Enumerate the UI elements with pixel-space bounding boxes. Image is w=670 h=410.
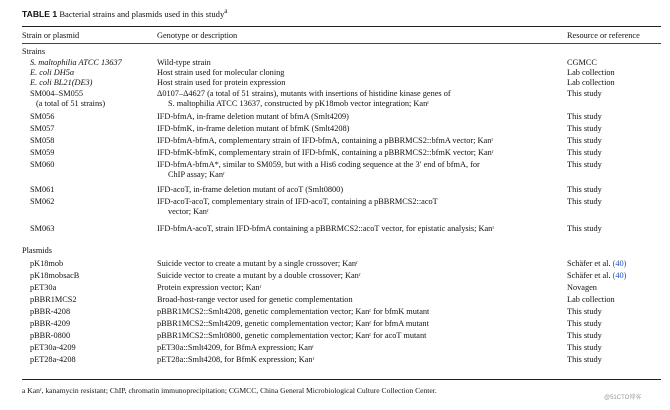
row-name: pBBR-4208: [30, 307, 71, 316]
row-description: Δ0107–Δ4627 (a total of 51 strains), mutants with insertions of histidine kinase genes of S. maltophilia ATCC 13637, constructed by pK18mob vector integration; Kanʳ: [157, 89, 451, 109]
row-reference: This study: [567, 148, 602, 157]
row-description: IFD-bfmA-acoT, strain IFD-bfmA containing a pBBRMCS2::acoT vector, for epistatic analysis; Kanʳ: [157, 224, 495, 233]
row-name: SM063: [30, 224, 55, 233]
table-number: TABLE 1: [22, 8, 58, 19]
row-name: pK18mob: [30, 259, 64, 268]
row-description: pBBR1MCS2::Smlt0800, genetic complementation vector; Kanʳ for acoT mutant: [157, 331, 427, 340]
row-description: IFD-bfmK-bfmK, complementary strain of IFD-bfmK, containing a pBBRMCS2::bfmK vector; Kanʳ: [157, 148, 494, 157]
row-name: pET30a-4209: [30, 343, 76, 352]
row-reference: This study: [567, 89, 602, 98]
row-description: Suicide vector to create a mutant by a double crossover; Kanʳ: [157, 271, 361, 280]
row-name: SM059: [30, 148, 55, 157]
header-resource-or-reference: Resource or reference: [567, 31, 640, 40]
row-reference: This study: [567, 136, 602, 145]
row-description: IFD-acoT, in-frame deletion mutant of acoT (Smlt0800): [157, 185, 344, 194]
row-reference: This study: [567, 331, 602, 340]
section-label: Plasmids: [22, 246, 52, 255]
row-description: IFD-bfmK, in-frame deletion mutant of bfmK (Smlt4208): [157, 124, 350, 133]
citation-link[interactable]: (40): [612, 271, 627, 280]
row-description: pET28a::Smlt4208, for BfmK expression; Kanʳ: [157, 355, 315, 364]
row-name: pET30a: [30, 283, 57, 292]
header-genotype-or-description: Genotype or description: [157, 31, 238, 40]
row-name: SM056: [30, 112, 55, 121]
row-description: Host strain used for molecular cloning: [157, 68, 285, 77]
row-reference: CGMCC: [567, 58, 597, 67]
watermark: @51CTO博客: [604, 395, 642, 401]
row-reference: This study: [567, 112, 602, 121]
row-description: IFD-acoT-acoT, complementary strain of IFD-acoT, containing a pBBRMCS2::acoT vector; Kanʳ: [157, 197, 438, 217]
row-reference: This study: [567, 197, 602, 206]
row-description: pET30a::Smlt4209, for BfmA expression; Kanʳ: [157, 343, 314, 352]
row-reference: This study: [567, 224, 602, 233]
row-name: pET28a-4208: [30, 355, 76, 364]
row-reference: This study: [567, 343, 602, 352]
row-reference: Lab collection: [567, 78, 615, 87]
row-reference: Schäfer et al. (40): [567, 259, 627, 268]
row-reference: This study: [567, 355, 602, 364]
top-rule: [22, 26, 661, 27]
row-reference: This study: [567, 160, 602, 169]
row-name: SM062: [30, 197, 55, 206]
table-footnote: a Kanʳ, kanamycin resistant; ChIP, chromatin immunoprecipitation; CGMCC, China General Microbiological Culture Collection Center.: [22, 386, 437, 395]
bottom-rule: [22, 379, 661, 380]
row-reference: Schäfer et al. (40): [567, 271, 627, 280]
row-description: IFD-bfmA, in-frame deletion mutant of bfmA (Smlt4209): [157, 112, 349, 121]
row-name: pBBR-0800: [30, 331, 71, 340]
row-description: Protein expression vector; Kanʳ: [157, 283, 262, 292]
row-reference: Novagen: [567, 283, 597, 292]
row-name: pBBR1MCS2: [30, 295, 77, 304]
row-name: SM004–SM055 (a total of 51 strains): [30, 89, 106, 109]
row-name: SM057: [30, 124, 55, 133]
row-name: SM060: [30, 160, 55, 169]
row-description: Host strain used for protein expression: [157, 78, 286, 87]
row-reference: This study: [567, 307, 602, 316]
row-description: Suicide vector to create a mutant by a single crossover; Kanʳ: [157, 259, 358, 268]
row-reference: Lab collection: [567, 68, 615, 77]
table-title-footnote-mark: a: [224, 7, 228, 15]
citation-link[interactable]: (40): [612, 259, 627, 268]
row-reference: Lab collection: [567, 295, 615, 304]
table-caption: [22, 7, 227, 19]
row-name: SM061: [30, 185, 55, 194]
row-description: pBBR1MCS2::Smlt4208, genetic complementation vector; Kanʳ for bfmK mutant: [157, 307, 430, 316]
table-title: Bacterial strains and plasmids used in this study: [59, 8, 225, 19]
row-description: IFD-bfmA-bfmA*, similar to SM059, but with a His6 coding sequence at the 3′ end of bfmA, for ChIP assay; Kanʳ: [157, 160, 480, 180]
header-rule: [22, 43, 661, 44]
row-reference: This study: [567, 185, 602, 194]
row-description: pBBR1MCS2::Smlt4209, genetic complementation vector; Kanʳ for bfmA mutant: [157, 319, 429, 328]
row-name: E. coli BL21(DE3): [30, 78, 93, 87]
header-strain-or-plasmid: Strain or plasmid: [22, 31, 80, 40]
row-reference: This study: [567, 319, 602, 328]
row-name: SM058: [30, 136, 55, 145]
row-reference: This study: [567, 124, 602, 133]
row-name: E. coli DH5α: [30, 68, 75, 77]
row-description: Broad-host-range vector used for genetic complementation: [157, 295, 353, 304]
row-name: S. maltophilia ATCC 13637: [30, 58, 122, 67]
row-name: pK18mobsacB: [30, 271, 80, 280]
row-description: IFD-bfmA-bfmA, complementary strain of IFD-bfmA, containing a pBBRMCS2::bfmA vector; Kanʳ: [157, 136, 494, 145]
section-label: Strains: [22, 47, 46, 56]
row-name: pBBR-4209: [30, 319, 71, 328]
row-description: Wild-type strain: [157, 58, 211, 67]
